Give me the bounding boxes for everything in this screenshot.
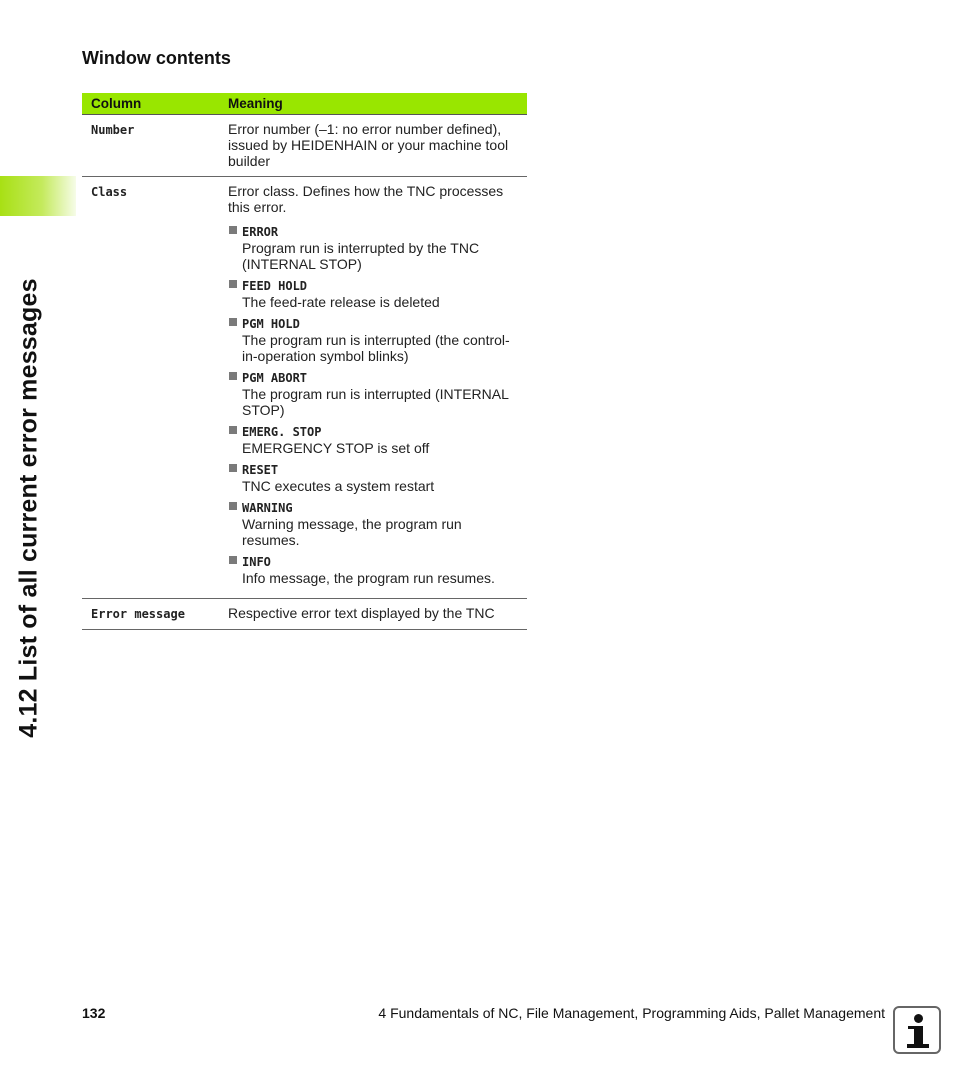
square-bullet-icon	[229, 464, 237, 472]
table-row	[82, 115, 527, 177]
option-description: The program run is interrupted (INTERNAL STOP)	[242, 386, 509, 418]
page-number: 132	[82, 1005, 106, 1021]
class-description: Error class. Defines how the TNC processes this error.	[228, 183, 504, 215]
list-item	[228, 423, 521, 456]
list-item	[228, 369, 521, 418]
list-item	[228, 315, 521, 364]
square-bullet-icon	[229, 426, 237, 434]
option-description: Warning message, the program run resumes.	[242, 516, 462, 548]
list-item	[228, 553, 521, 586]
square-bullet-icon	[229, 372, 237, 380]
option-code: WARNING	[242, 501, 293, 515]
chapter-footer: 4 Fundamentals of NC, File Management, Programming Aids, Pallet Management	[378, 1005, 885, 1021]
info-icon	[893, 1006, 941, 1054]
list-item	[228, 277, 521, 310]
option-code: INFO	[242, 555, 271, 569]
option-code: RESET	[242, 463, 279, 477]
option-code: PGM HOLD	[242, 317, 300, 331]
option-description: The feed-rate release is deleted	[242, 294, 440, 310]
list-item	[228, 499, 521, 548]
list-item	[228, 223, 521, 272]
square-bullet-icon	[229, 556, 237, 564]
option-code: FEED HOLD	[242, 279, 308, 293]
option-description: Info message, the program run resumes.	[242, 570, 495, 586]
row-column-name: Class	[91, 185, 128, 199]
option-code: EMERG. STOP	[242, 425, 322, 439]
row-column-name: Error message	[91, 607, 185, 621]
column-header: Column	[82, 93, 223, 115]
option-description: The program run is interrupted (the control-in-operation symbol blinks)	[242, 332, 510, 364]
row-meaning	[223, 177, 527, 599]
table-header-row	[82, 93, 527, 115]
option-description: Program run is interrupted by the TNC (INTERNAL STOP)	[242, 240, 480, 272]
window-contents-table	[82, 93, 527, 630]
square-bullet-icon	[229, 318, 237, 326]
option-code: ERROR	[242, 225, 279, 239]
option-description: TNC executes a system restart	[242, 478, 435, 494]
square-bullet-icon	[229, 502, 237, 510]
row-column-name: Number	[91, 123, 135, 137]
side-title-text: 4.12 List of all current error messages	[14, 278, 43, 738]
list-item	[228, 461, 521, 494]
option-description: EMERGENCY STOP is set off	[242, 440, 430, 456]
square-bullet-icon	[229, 280, 237, 288]
section-heading: Window contents	[82, 48, 231, 68]
row-meaning: Error number (–1: no error number defined), issued by HEIDENHAIN or your machine tool builder	[223, 115, 527, 177]
square-bullet-icon	[229, 226, 237, 234]
row-meaning: Respective error text displayed by the TNC	[223, 599, 527, 630]
meaning-header: Meaning	[223, 93, 527, 115]
table-row	[82, 599, 527, 630]
chapter-tab	[0, 176, 76, 216]
table-row	[82, 177, 527, 599]
option-code: PGM ABORT	[242, 371, 308, 385]
class-options-list	[228, 223, 521, 586]
